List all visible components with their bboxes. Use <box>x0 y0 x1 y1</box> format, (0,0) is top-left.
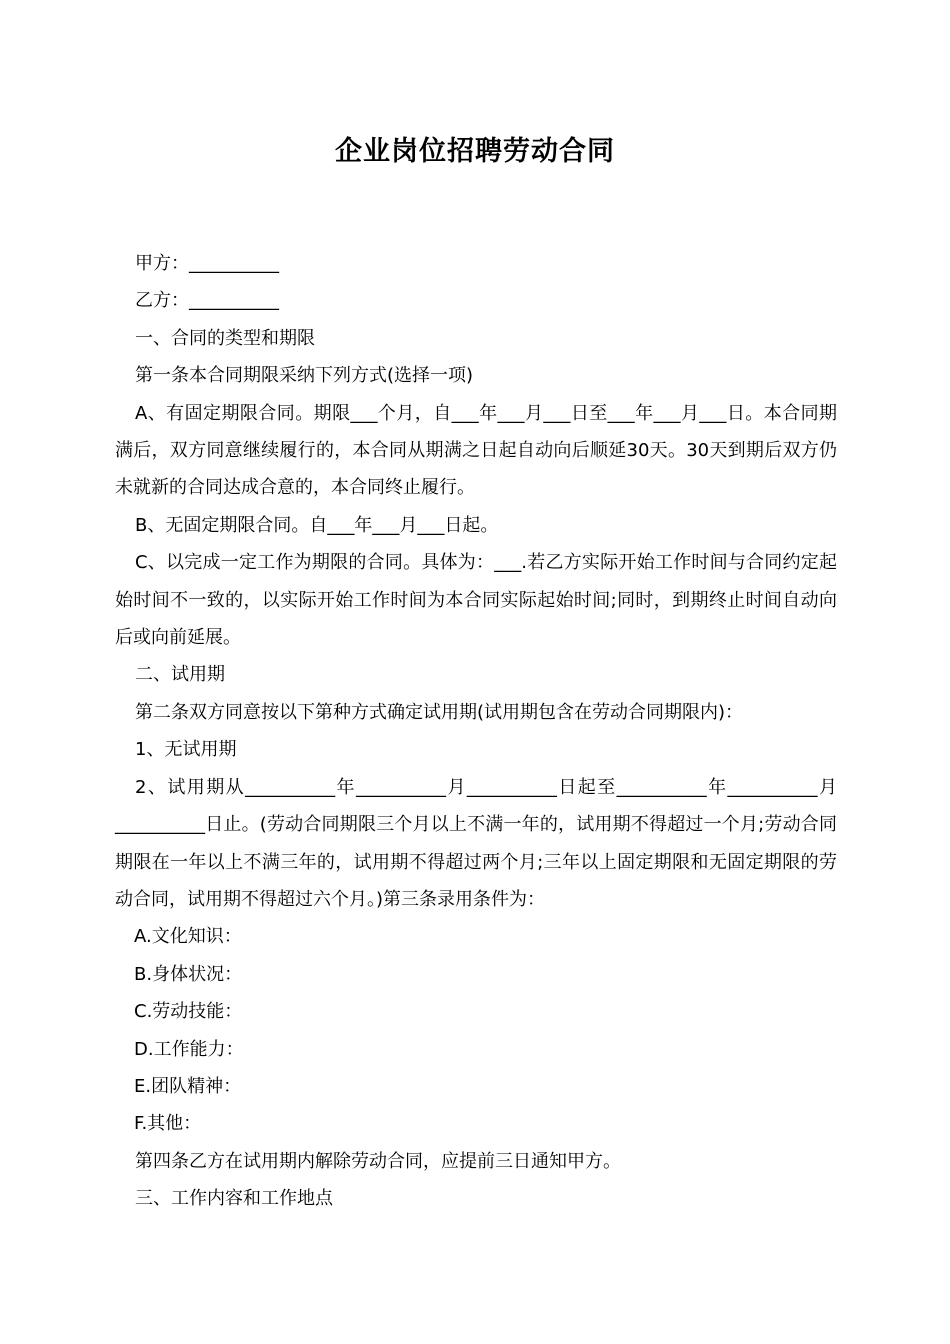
party-b-line: 乙方：__________ <box>135 290 279 312</box>
party-a-line: 甲方：__________ <box>135 253 279 274</box>
condition-f: F.其他： <box>134 1113 202 1135</box>
option-c-task-term: C、以完成一定工作为期限的合同。具体为：___.若乙方实际开始工作时间与合同约定起始时间不一致的，以实际开始工作时间为本合同实际起始时间;同时，到期终止时间自动向后或向前延展。 <box>115 552 837 649</box>
condition-d: D.工作能力： <box>134 1038 244 1060</box>
probation-option-2: 2、试用期从__________年__________月__________日起至__________年__________月__________日止。(劳动合同期限三个月以上不满一年的，试用期不得超过一个月;劳动合同期限在一年以上不满三年的，试用期不得超过两个月;三年以上固定期限和无固定期限的劳动合同，试用期不得超过六个月。)第三条录用条件为： <box>115 776 837 910</box>
condition-b: B.身体状况： <box>134 963 243 985</box>
probation-option-1: 1、无试用期 <box>135 739 237 761</box>
document-title: 企业岗位招聘劳动合同 <box>335 136 615 167</box>
article-2: 第二条双方同意按以下第种方式确定试用期(试用期包含在劳动合同期限内)： <box>135 701 744 723</box>
condition-a: A.文化知识： <box>134 926 242 948</box>
condition-e: E.团队精神： <box>134 1075 242 1097</box>
document-body <box>115 245 837 1218</box>
option-b-open-term: B、无固定期限合同。自___年___月___日起。 <box>135 514 499 536</box>
section-heading-probation: 二、试用期 <box>135 664 225 686</box>
article-1: 第一条本合同期限采纳下列方式(选择一项) <box>135 365 474 387</box>
condition-c: C.劳动技能： <box>134 1001 243 1023</box>
option-a-fixed-term: A、有固定期限合同。期限___个月，自___年___月___日至___年___月___日。本合同期满后，双方同意继续履行的，本合同从期满之日起自动向后顺延30天。30天到期后双方仍未就新的合同达成合意的，本合同终止履行。 <box>115 402 837 499</box>
section-heading-contract-type: 一、合同的类型和期限 <box>135 327 315 349</box>
section-heading-work: 三、工作内容和工作地点 <box>135 1188 333 1210</box>
article-4: 第四条乙方在试用期内解除劳动合同，应提前三日通知甲方。 <box>135 1150 621 1172</box>
